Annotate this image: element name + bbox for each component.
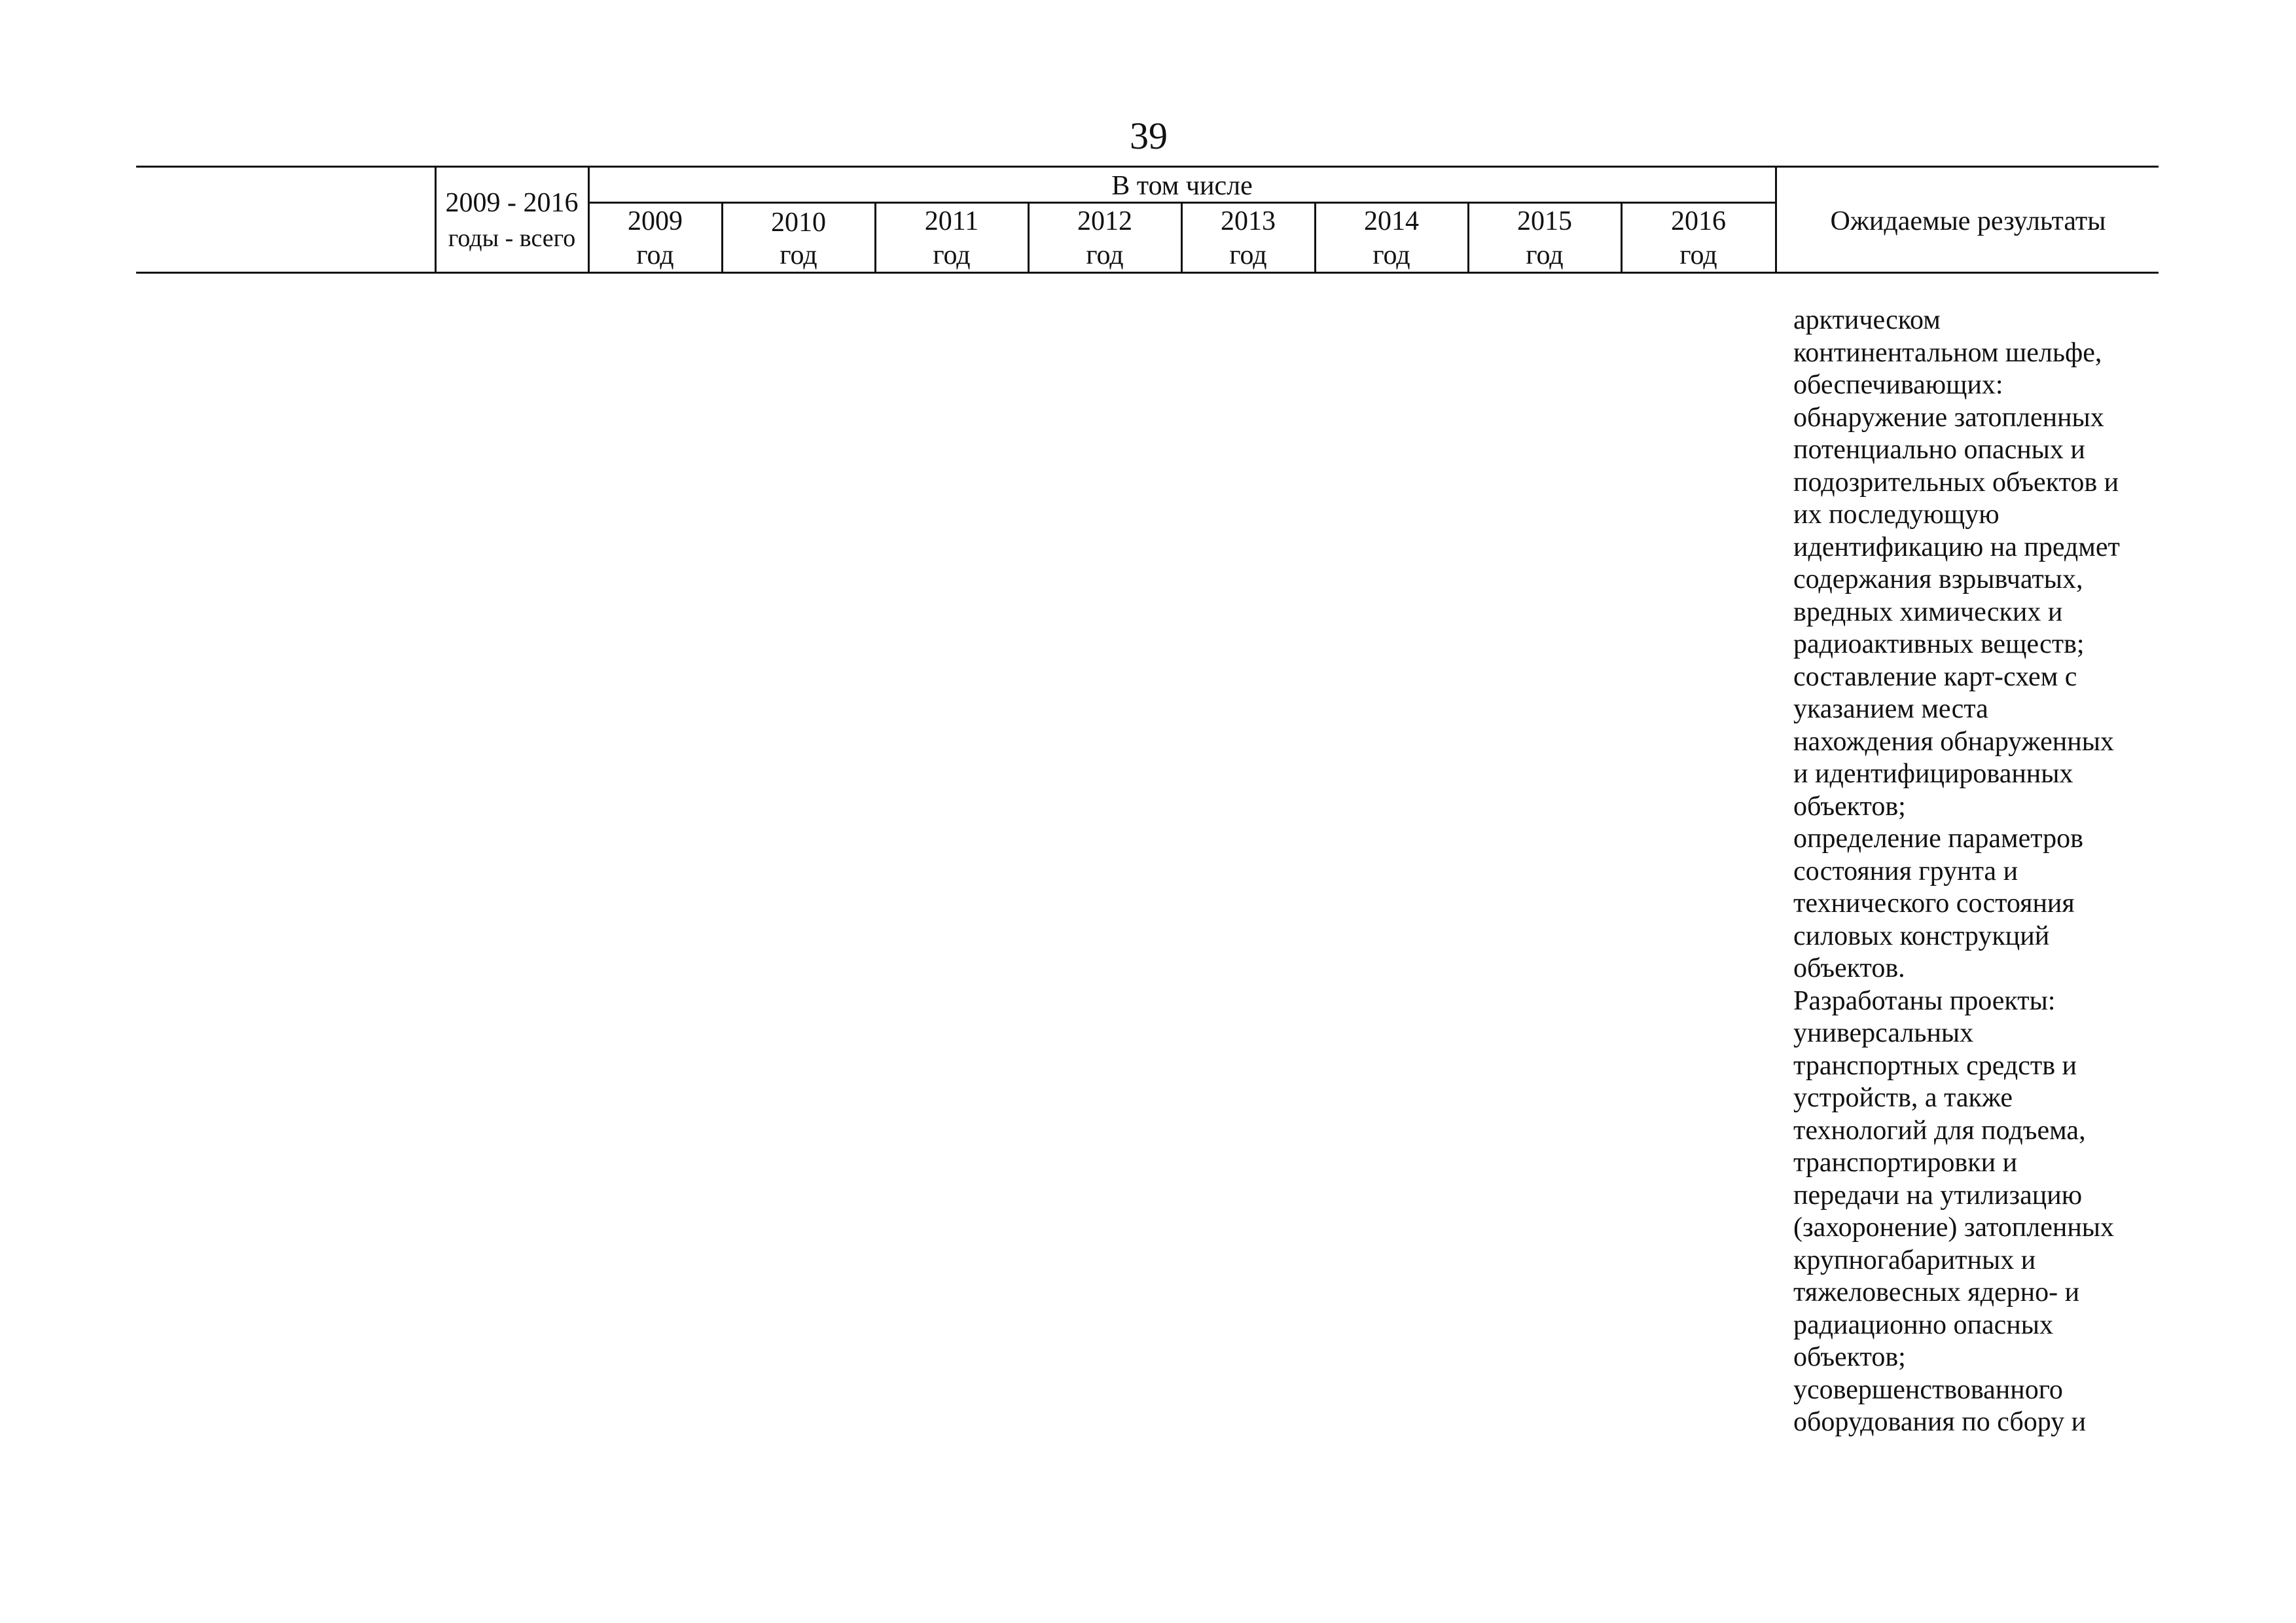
year-2012-unit: год xyxy=(1086,240,1124,270)
results-line: содержания взрывчатых, xyxy=(1793,564,2083,594)
year-2015-unit: год xyxy=(1526,240,1564,270)
year-2009-unit: год xyxy=(636,240,674,270)
year-2010-unit: год xyxy=(780,240,817,270)
results-column-header: Ожидаемые результаты xyxy=(1830,206,2106,236)
results-line: технологий для подъема, xyxy=(1793,1115,2086,1146)
results-line: определение параметров xyxy=(1793,824,2083,854)
results-line: устройств, а также xyxy=(1793,1083,2013,1113)
including-label: В том числе xyxy=(1111,171,1253,201)
results-line: Разработаны проекты: xyxy=(1793,985,2056,1016)
results-line: их последующую xyxy=(1793,500,2000,530)
column-divider-2011 xyxy=(874,202,876,274)
results-line: передачи на утилизацию xyxy=(1793,1180,2083,1211)
results-line: тяжеловесных ядерно- и xyxy=(1793,1277,2080,1307)
table-top-border xyxy=(136,166,2159,168)
results-line: обеспечивающих: xyxy=(1793,370,2003,400)
results-line: арктическом xyxy=(1793,305,1941,335)
results-line: радиационно опасных xyxy=(1793,1309,2053,1340)
year-2016-unit: год xyxy=(1679,240,1717,270)
results-line: транспортировки и xyxy=(1793,1148,2018,1178)
year-2009-label: 2009 xyxy=(628,206,683,236)
results-line: (захоронение) затопленных xyxy=(1793,1213,2115,1243)
results-line: технического состояния xyxy=(1793,888,2075,919)
column-divider-results xyxy=(1775,166,1777,274)
results-line: состояния грунта и xyxy=(1793,856,2018,886)
year-2014-label: 2014 xyxy=(1364,206,1419,236)
total-years-label-line1: 2009 - 2016 xyxy=(445,188,579,218)
column-divider-2015 xyxy=(1467,202,1469,274)
column-divider-total-left xyxy=(435,166,437,274)
year-2011-label: 2011 xyxy=(924,206,979,236)
column-divider-total-right xyxy=(588,166,590,274)
year-2014-unit: год xyxy=(1372,240,1410,270)
results-line: силовых конструкций xyxy=(1793,921,2050,951)
expected-results-text xyxy=(1793,304,2265,1439)
results-line: усовершенствованного xyxy=(1793,1374,2063,1405)
results-line: континентальном шельфе, xyxy=(1793,337,2102,368)
year-2016-label: 2016 xyxy=(1671,206,1726,236)
results-line: оборудования по сбору и xyxy=(1793,1407,2087,1437)
results-line: подозрительных объектов и xyxy=(1793,467,2119,498)
year-2015-label: 2015 xyxy=(1517,206,1572,236)
year-2012-label: 2012 xyxy=(1077,206,1132,236)
page-number: 39 xyxy=(1130,115,1168,157)
results-line: радиоактивных веществ; xyxy=(1793,629,2085,659)
results-line: универсальных xyxy=(1793,1018,1974,1048)
results-line: крупногабаритных и xyxy=(1793,1245,2036,1275)
results-line: объектов. xyxy=(1793,953,1905,983)
column-divider-2010 xyxy=(721,202,723,274)
column-divider-2012 xyxy=(1028,202,1030,274)
results-line: нахождения обнаруженных xyxy=(1793,726,2114,757)
results-line: указанием места xyxy=(1793,694,1988,724)
results-line: вредных химических и xyxy=(1793,596,2063,627)
results-line: идентификацию на предмет xyxy=(1793,532,2120,562)
results-line: составление карт-схем с xyxy=(1793,661,2077,692)
year-2013-unit: год xyxy=(1229,240,1267,270)
results-line: потенциально опасных и xyxy=(1793,435,2085,465)
column-divider-2013 xyxy=(1181,202,1183,274)
results-line: обнаружение затопленных xyxy=(1793,402,2104,433)
results-line: объектов; xyxy=(1793,1342,1906,1372)
total-years-label-line2: годы - всего xyxy=(448,225,576,252)
results-line: объектов; xyxy=(1793,791,1906,822)
year-2013-label: 2013 xyxy=(1221,206,1276,236)
results-line: и идентифицированных xyxy=(1793,759,2073,789)
column-divider-2014 xyxy=(1314,202,1316,274)
results-line: транспортных средств и xyxy=(1793,1050,2077,1081)
year-2011-unit: год xyxy=(933,240,971,270)
year-2010-label: 2010 xyxy=(771,208,826,238)
column-divider-2016 xyxy=(1621,202,1623,274)
